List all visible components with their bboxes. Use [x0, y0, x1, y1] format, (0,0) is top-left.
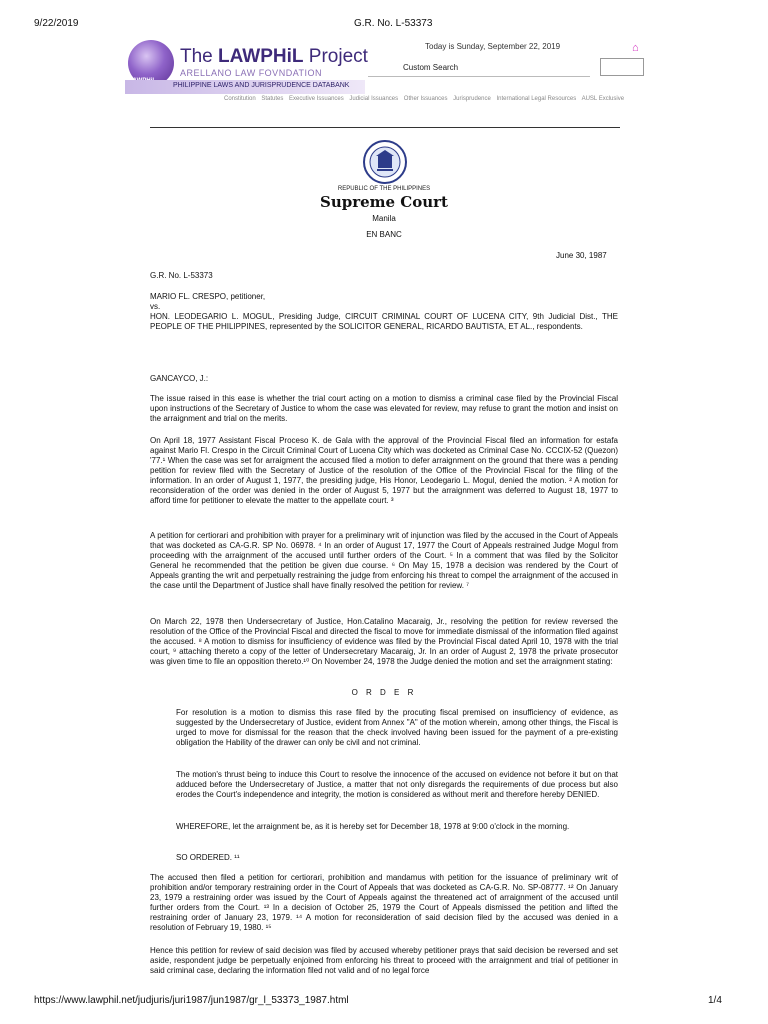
today-date: Today is Sunday, September 22, 2019	[425, 42, 561, 51]
paragraph-3-text: A petition for certiorari and prohibition with prayer for a preliminary writ of injunction was filed by the accused in the Court of Appeals that was docketed as CA-G.R. SP No. 06978. ⁴ In an order of August 17, 1977 the Court of Appeals restrained Judge Mogul from proceeding with the arraignment of the accused until further orders of the Court. ⁵ In a comment that was filed by the Solicitor General he recommended that the petition be given due course. ⁶ On May 15, 1978 a decision was rendered by the Court of Appeals granting the writ and perpetually restraining the judge from enforcing his threat to compel the arraignment of the accused in the case until the Department of Justice shall have finally resolved the petition for review. ⁷	[150, 531, 618, 590]
search-placeholder: Custom Search	[403, 63, 459, 72]
nav-international[interactable]: International Legal Resources	[496, 96, 577, 102]
nav-judicial[interactable]: Judicial Issuances	[349, 96, 399, 102]
versus: vs.	[150, 302, 161, 311]
paragraph-2-text: On April 18, 1977 Assistant Fiscal Proceso K. de Gala with the approval of the Provincial Fiscal filed an information for estafa against Mario Fl. Crespo in the Circuit Criminal Court of Lucena City which was docketed as Criminal Case No. CCCIX-52 (Quezon) '77.¹ When the case was set for arraigment the accused filed a motion to defer arraignment on the ground that there was a pending petition for review filed with the Secretary of Justice of the resolution of the Office of the Provincial Fiscal for the filing of the information. In an order of August 1, 1977, the presiding judge, His Honor, Leodegario L. Mogul, denied the motion. ² A motion for reconsideration of the order was denied in the order of August 5, 1977 but the arraignment was deferred to August 18, 1977 to afford time for petitioner to elevate the matter to the appellate court. ³	[150, 436, 618, 505]
databank-label: PHILIPPINE LAWS AND JURISPRUDENCE DATABANK	[173, 82, 350, 89]
print-date: 9/22/2019	[34, 18, 79, 29]
supreme-court-seal-icon	[363, 140, 407, 184]
court-name: Supreme Court	[320, 193, 448, 211]
order-quote-1-text: For resolution is a motion to dismiss this rase filed by the procuting fiscal premised on insufficiency of evidence, as suggested by the Undersecretary of Justice, evident from Annex "A" of the motion wherein, among other things, the Fiscal is urged to move for dismissal for the reason that the check involved having been issued for the payment of a pre-existing obligation the Hability of the drawer can only be civil and not criminal.	[176, 708, 618, 747]
paragraph-1	[150, 394, 618, 424]
paragraph-1-text: The issue raised in this ease is whether the trial court acting on a motion to dismiss a criminal case filed by the Provincial Fiscal upon instructions of the Secretary of Justice to whom the case was elevated for review, may refuse to grant the motion and insist on the arraignment and trial on the merits.	[150, 394, 618, 423]
paragraph-3	[150, 531, 618, 591]
order-heading: O R D E R	[351, 688, 417, 697]
court-division: EN BANC	[366, 230, 402, 239]
foundation-name: ARELLANO LAW FOVNDATION	[180, 68, 323, 78]
nav-jurisprudence[interactable]: Jurisprudence	[453, 96, 491, 102]
header-divider	[150, 127, 620, 128]
order-quote-4-text: SO ORDERED. ¹¹	[176, 853, 240, 862]
order-quote-1	[176, 708, 618, 748]
title-prefix: The	[180, 46, 219, 67]
court-city: Manila	[372, 214, 396, 223]
nav-statutes[interactable]: Statutes	[261, 96, 284, 102]
nav-constitution[interactable]: Constitution	[224, 96, 256, 102]
case-number: G.R. No. L-53373	[150, 271, 213, 280]
order-quote-2	[176, 770, 618, 800]
order-quote-2-text: The motion's thrust being to induce this Court to resolve the innocence of the accused on evidence not before it but on that adduced before the Undersecretary of Justice, a matter that not only disregards the requirements of due process but also erodes the Court's independence and integrity, the motion is considered as without merit and therefore hereby DENIED.	[176, 770, 618, 799]
order-quote-3	[176, 822, 618, 832]
site-title[interactable]	[180, 46, 368, 68]
print-page-number: 1/4	[708, 995, 722, 1006]
nav-executive[interactable]: Executive Issuances	[289, 96, 344, 102]
print-url[interactable]: https://www.lawphil.net/judjuris/juri1987/jun1987/gr_l_53373_1987.html	[34, 995, 349, 1006]
search-button[interactable]	[600, 58, 644, 76]
order-quote-4	[176, 853, 618, 863]
paragraph-5-text: The accused then filed a petition for certiorari, prohibition and mandamus with petition for the issuance of preliminary writ of prohibition and/or temporary restraining order in the Court of Appeals that was docketed as CA-G.R. No. SP-08777. ¹² On January 23, 1979 a restraining order was issued by the Court of Appeals against the threatened act of arraignment of the accused until further orders from the Court. ¹³ In a decision of October 25, 1979 the Court of Appeals dismissed the petition and lifted the restraining order of January 23, 1979. ¹⁴ A motion for reconsideration of said decision filed by the accused was denied in a resolution of February 19, 1980. ¹⁵	[150, 873, 618, 932]
paragraph-4-text: On March 22, 1978 then Undersecretary of Justice, Hon.Catalino Macaraig, Jr., resolving the petition for review reversed the resolution of the Office of the Provincial Fiscal and directed the fiscal to move for immediate dismissal of the information filed against the accused. ⁸ A motion to dismiss for insufficiency of evidence was filed by the Provincial Fiscal dated April 10, 1978 with the trial court, ⁹ attaching thereto a copy of the letter of Undersecretary Macaraig, Jr. In an order of August 2, 1978 the private prosecutor was given time to file an opposition thereto.¹⁰ On November 24, 1978 the Judge denied the motion and set the arraignment stating:	[150, 617, 618, 666]
republic-label: REPUBLIC OF THE PHILIPPINES	[337, 186, 431, 192]
petitioner: MARIO FL. CRESPO, petitioner,	[150, 292, 266, 301]
search-input[interactable]	[368, 58, 590, 77]
paragraph-4	[150, 617, 618, 667]
paragraph-5	[150, 873, 618, 933]
paragraph-6	[150, 946, 618, 976]
respondents-text: HON. LEODEGARIO L. MOGUL, Presiding Judge, CIRCUIT CRIMINAL COURT OF LUCENA CITY, 9th Judicial Dist., THE PEOPLE OF THE PHILIPPINES, represented by the SOLICITOR GENERAL, RICARDO BAUTISTA, ET AL., respondents.	[150, 312, 618, 331]
nav-other[interactable]: Other Issuances	[403, 96, 448, 102]
home-icon[interactable]: ⌂	[632, 42, 639, 54]
paragraph-6-text: Hence this petition for review of said decision was filed by accused whereby petitioner prays that said decision be reversed and set aside, respondent judge be perpetually enjoined from enforcing his threat to proceed with the arraignment and trial of petitioner in said criminal case, declaring the information filed not valid and of no legal force	[150, 946, 618, 975]
title-brand: LAWPHiL	[218, 46, 304, 67]
site-nav	[224, 96, 628, 102]
ponente: GANCAYCO, J.:	[150, 374, 209, 383]
decision-date: June 30, 1987	[556, 251, 607, 260]
title-suffix: Project	[303, 46, 368, 67]
paragraph-2	[150, 436, 618, 506]
respondents	[150, 312, 618, 332]
order-quote-3-text: WHEREFORE, let the arraignment be, as it is hereby set for December 18, 1978 at 9:00 o'clock in the morning.	[176, 822, 570, 831]
databank-band	[125, 80, 365, 94]
print-title: G.R. No. L-53373	[354, 18, 433, 29]
nav-ausl[interactable]: AUSL Exclusive	[581, 96, 625, 102]
